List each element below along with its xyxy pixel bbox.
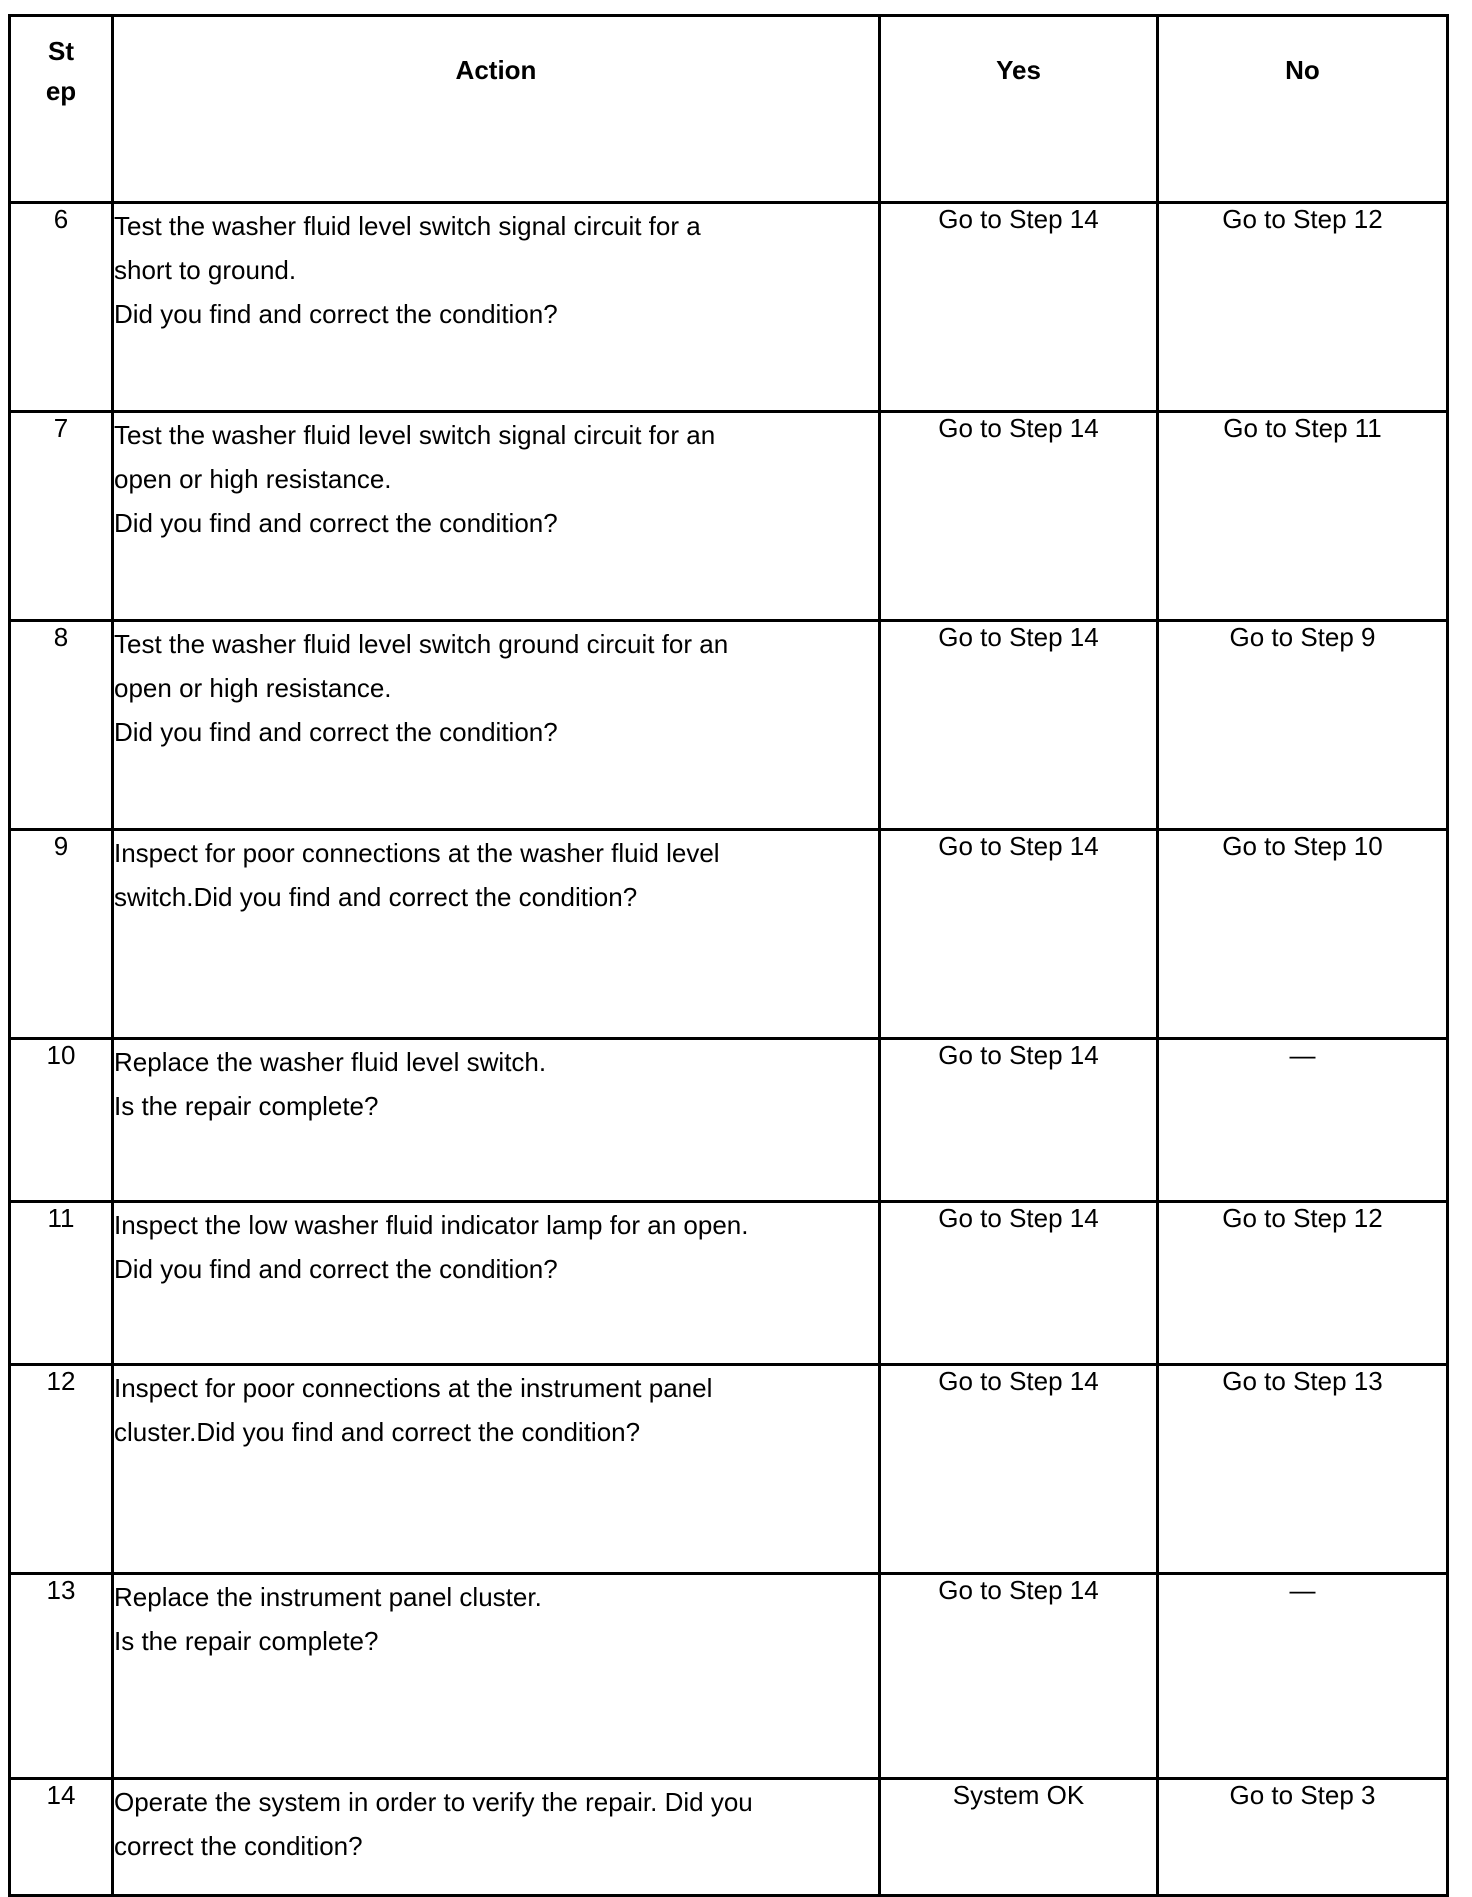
action-text bbox=[113, 1202, 880, 1365]
action-text bbox=[113, 412, 880, 621]
yes-result: Go to Step 14 bbox=[880, 1202, 1158, 1365]
step-number: 8 bbox=[10, 621, 113, 830]
header-row bbox=[10, 16, 1448, 203]
action-line: switch.Did you find and correct the condition? bbox=[114, 882, 638, 912]
action-line: Did you find and correct the condition? bbox=[114, 1254, 558, 1284]
action-text bbox=[113, 203, 880, 412]
yes-result: Go to Step 14 bbox=[880, 1039, 1158, 1202]
step-number: 14 bbox=[10, 1779, 113, 1896]
action-text bbox=[113, 621, 880, 830]
step-number: 9 bbox=[10, 830, 113, 1039]
action-line: Inspect for poor connections at the washer fluid level bbox=[114, 838, 720, 868]
action-line: Is the repair complete? bbox=[114, 1091, 379, 1121]
action-line: Did you find and correct the condition? bbox=[114, 508, 558, 538]
header-step-label-2: ep bbox=[45, 76, 77, 106]
action-line: Did you find and correct the condition? bbox=[114, 717, 558, 747]
no-result: — bbox=[1158, 1574, 1448, 1779]
action-text bbox=[113, 830, 880, 1039]
header-step-label-1: St bbox=[48, 36, 74, 66]
action-line: correct the condition? bbox=[114, 1831, 363, 1861]
action-line: Inspect for poor connections at the instrument panel bbox=[114, 1373, 713, 1403]
action-text bbox=[113, 1779, 880, 1896]
action-line: open or high resistance. bbox=[114, 673, 392, 703]
action-line: Inspect the low washer fluid indicator lamp for an open. bbox=[114, 1210, 749, 1240]
action-line: Test the washer fluid level switch signal circuit for a bbox=[114, 211, 701, 241]
no-result: Go to Step 11 bbox=[1158, 412, 1448, 621]
table-row bbox=[10, 621, 1448, 830]
yes-result: Go to Step 14 bbox=[880, 412, 1158, 621]
yes-result: System OK bbox=[880, 1779, 1158, 1896]
action-line: Test the washer fluid level switch signal circuit for an bbox=[114, 420, 716, 450]
no-result: Go to Step 3 bbox=[1158, 1779, 1448, 1896]
yes-result: Go to Step 14 bbox=[880, 1574, 1158, 1779]
action-line: cluster.Did you find and correct the condition? bbox=[114, 1417, 641, 1447]
header-step bbox=[10, 16, 113, 203]
action-line: Replace the washer fluid level switch. bbox=[114, 1047, 547, 1077]
no-result: Go to Step 13 bbox=[1158, 1365, 1448, 1574]
action-line: open or high resistance. bbox=[114, 464, 392, 494]
no-result: — bbox=[1158, 1039, 1448, 1202]
action-line: short to ground. bbox=[114, 255, 297, 285]
action-line: Test the washer fluid level switch ground circuit for an bbox=[114, 629, 729, 659]
step-number: 11 bbox=[10, 1202, 113, 1365]
step-number: 12 bbox=[10, 1365, 113, 1574]
action-line: Is the repair complete? bbox=[114, 1626, 379, 1656]
action-line: Operate the system in order to verify the repair. Did you bbox=[114, 1787, 753, 1817]
header-action: Action bbox=[113, 16, 880, 203]
table-row bbox=[10, 203, 1448, 412]
no-result: Go to Step 12 bbox=[1158, 203, 1448, 412]
yes-result: Go to Step 14 bbox=[880, 203, 1158, 412]
step-number: 10 bbox=[10, 1039, 113, 1202]
diagnostic-table bbox=[8, 14, 1449, 1897]
table-row bbox=[10, 1574, 1448, 1779]
step-number: 13 bbox=[10, 1574, 113, 1779]
table-row bbox=[10, 412, 1448, 621]
header-no: No bbox=[1158, 16, 1448, 203]
yes-result: Go to Step 14 bbox=[880, 830, 1158, 1039]
action-text bbox=[113, 1365, 880, 1574]
table-row bbox=[10, 1039, 1448, 1202]
table-row bbox=[10, 1202, 1448, 1365]
table-row bbox=[10, 1779, 1448, 1896]
no-result: Go to Step 9 bbox=[1158, 621, 1448, 830]
header-yes: Yes bbox=[880, 16, 1158, 203]
action-text bbox=[113, 1039, 880, 1202]
action-line: Did you find and correct the condition? bbox=[114, 299, 558, 329]
no-result: Go to Step 12 bbox=[1158, 1202, 1448, 1365]
yes-result: Go to Step 14 bbox=[880, 621, 1158, 830]
table-body bbox=[10, 203, 1448, 1896]
action-line: Replace the instrument panel cluster. bbox=[114, 1582, 542, 1612]
step-number: 6 bbox=[10, 203, 113, 412]
no-result: Go to Step 10 bbox=[1158, 830, 1448, 1039]
step-number: 7 bbox=[10, 412, 113, 621]
table-row bbox=[10, 1365, 1448, 1574]
yes-result: Go to Step 14 bbox=[880, 1365, 1158, 1574]
action-text bbox=[113, 1574, 880, 1779]
table-row bbox=[10, 830, 1448, 1039]
